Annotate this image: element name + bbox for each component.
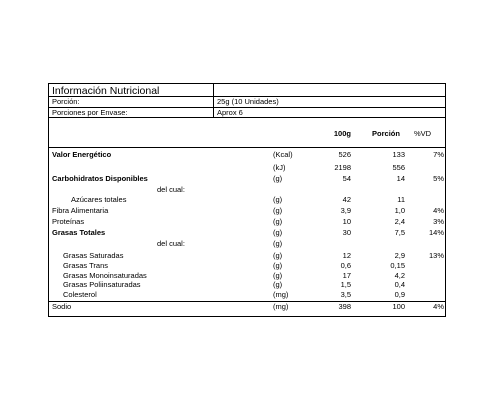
nutrient-name: Carbohidratos Disponibles [52, 174, 148, 183]
nutrient-unit: (Kcal) [273, 150, 293, 159]
nutrition-label [48, 83, 446, 317]
value-per-100g: 1,5 [340, 280, 351, 289]
col-header-portion: Porción [372, 129, 400, 138]
value-per-portion: 0,4 [394, 280, 405, 289]
value-per-100g: 398 [338, 302, 351, 311]
nutrient-unit: (g) [273, 195, 283, 204]
value-percent-dv: 4% [433, 206, 444, 215]
nutrient-unit: (g) [273, 251, 283, 260]
value-per-100g: 30 [342, 228, 351, 237]
servings-label: Porciones por Envase: [52, 108, 128, 117]
nutrient-name: Colesterol [63, 290, 97, 299]
nutrient-name: Grasas Trans [63, 261, 109, 270]
value-per-portion: 2,9 [394, 251, 405, 260]
value-per-100g: 3,9 [340, 206, 351, 215]
value-per-portion: 100 [392, 302, 405, 311]
nutrient-name: del cual: [157, 239, 185, 248]
value-per-portion: 133 [392, 150, 405, 159]
value-percent-dv: 7% [433, 150, 444, 159]
column-divider [213, 84, 214, 117]
value-percent-dv: 3% [433, 217, 444, 226]
nutrient-name: Grasas Poliinsaturadas [63, 280, 141, 289]
portion-label: Porción: [52, 97, 80, 106]
nutrient-name: Fibra Alimentaria [52, 206, 109, 215]
value-per-100g: 12 [342, 251, 351, 260]
nutrient-unit: (g) [273, 271, 283, 280]
nutrient-unit: (g) [273, 174, 283, 183]
nutrient-name: Proteínas [52, 217, 85, 226]
value-per-100g: 0,6 [340, 261, 351, 270]
nutrient-name: Valor Energético [52, 150, 112, 159]
label-title: Información Nutricional [52, 85, 160, 97]
portion-value: 25g (10 Unidades) [217, 97, 279, 106]
value-per-100g: 526 [338, 150, 351, 159]
nutrient-unit: (g) [273, 239, 283, 248]
nutrient-unit: (g) [273, 228, 283, 237]
value-per-portion: 0,15 [390, 261, 405, 270]
value-percent-dv: 13% [428, 251, 444, 260]
value-per-portion: 556 [392, 163, 405, 172]
nutrient-unit: (g) [273, 217, 283, 226]
nutrient-unit: (kJ) [273, 163, 286, 172]
value-per-100g: 3,5 [340, 290, 351, 299]
value-per-100g: 17 [342, 271, 351, 280]
divider [49, 147, 445, 148]
servings-value: Aprox 6 [217, 108, 243, 117]
value-per-portion: 11 [397, 195, 405, 204]
divider [49, 117, 445, 118]
nutrient-unit: (mg) [273, 302, 289, 311]
value-per-portion: 1,0 [394, 206, 405, 215]
value-per-100g: 10 [342, 217, 351, 226]
value-percent-dv: 14% [428, 228, 444, 237]
nutrient-name: Azúcares totales [71, 195, 127, 204]
col-header-100g: 100g [333, 129, 351, 138]
value-per-portion: 2,4 [394, 217, 405, 226]
value-per-100g: 2198 [334, 163, 351, 172]
value-per-portion: 4,2 [394, 271, 405, 280]
col-header-vd: %VD [414, 129, 432, 138]
value-percent-dv: 5% [433, 174, 444, 183]
value-per-100g: 54 [342, 174, 351, 183]
value-per-portion: 7,5 [394, 228, 405, 237]
divider [49, 301, 445, 302]
value-per-100g: 42 [342, 195, 351, 204]
nutrient-unit: (g) [273, 280, 283, 289]
nutrient-unit: (mg) [273, 290, 289, 299]
nutrient-unit: (g) [273, 261, 283, 270]
nutrient-unit: (g) [273, 206, 283, 215]
nutrient-name: Grasas Totales [52, 228, 106, 237]
value-percent-dv: 4% [433, 302, 444, 311]
nutrient-name: Sodio [52, 302, 72, 311]
value-per-portion: 14 [396, 174, 405, 183]
nutrient-name: del cual: [157, 185, 185, 194]
nutrient-name: Grasas Monoinsaturadas [63, 271, 147, 280]
value-per-portion: 0,9 [394, 290, 405, 299]
nutrient-name: Grasas Saturadas [63, 251, 124, 260]
